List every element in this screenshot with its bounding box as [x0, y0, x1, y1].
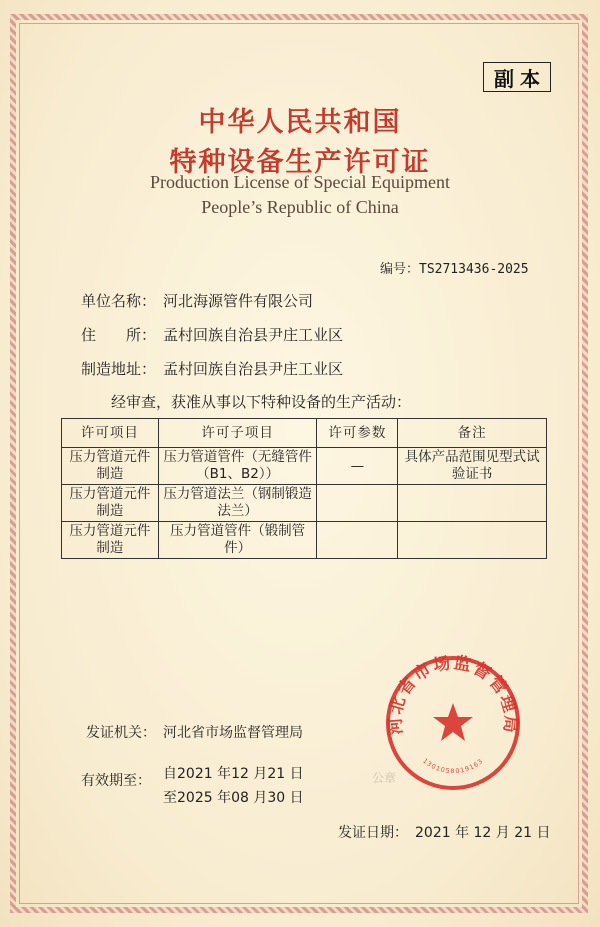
- cell-item: 压力管道元件制造: [62, 522, 159, 559]
- title-cn-line2: 特种设备生产许可证: [169, 147, 431, 178]
- valid-to: 至2025 年08 月30 日: [163, 790, 304, 806]
- license-number: 编号：TS2713436-2025: [380, 262, 529, 277]
- approval-statement: 经审查，获准从事以下特种设备的生产活动：: [111, 393, 412, 411]
- field-value: 河北海源管件有限公司: [163, 292, 314, 310]
- svg-text:1301058019163: 1301058019163: [421, 756, 485, 776]
- table-row: [62, 448, 547, 485]
- cell-subitem: 压力管道法兰（钢制锻造法兰）: [158, 485, 317, 522]
- field-value: 孟村回族自治县尹庄工业区: [163, 360, 344, 378]
- permit-table: [61, 418, 547, 559]
- title-en-line1: Production License of Special Equipment: [150, 172, 450, 192]
- issuing-authority: 发证机关： 河北省市场监督管理局: [86, 725, 303, 741]
- svg-text:河北省市场监督管理局: 河北省市场监督管理局: [385, 653, 521, 736]
- watermark-text: 公章: [372, 771, 397, 785]
- cell-subitem: 压力管道管件（锻制管件）: [158, 522, 317, 559]
- issue-date: 发证日期： 2021 年 12 月 21 日: [338, 825, 551, 841]
- header-subitem: 许可子项目: [158, 419, 317, 448]
- cell-parameter: —: [317, 448, 398, 485]
- validity-label: 有效期至：: [81, 773, 151, 789]
- header-parameter: 许可参数: [317, 419, 398, 448]
- cell-subitem: 压力管道管件（无缝管件（B1、B2））: [158, 448, 317, 485]
- field-label: 单位名称：: [81, 292, 157, 310]
- header-note: 备注: [398, 419, 547, 448]
- title-cn-line1: 中华人民共和国: [198, 107, 402, 138]
- valid-from: 自2021 年12 月21 日: [163, 766, 304, 782]
- field-value: 孟村回族自治县尹庄工业区: [163, 326, 344, 344]
- cell-note: [398, 485, 547, 522]
- table-row: [62, 485, 547, 522]
- cell-parameter: [317, 522, 398, 559]
- official-seal: [383, 653, 523, 793]
- title-en-line2: People’s Republic of China: [201, 197, 399, 217]
- cell-note: [398, 522, 547, 559]
- field-label: 住 所：: [81, 326, 157, 344]
- cell-note: 具体产品范围见型式试验证书: [398, 448, 547, 485]
- copy-badge: 副本: [483, 62, 551, 92]
- cell-parameter: [317, 485, 398, 522]
- cell-item: 压力管道元件制造: [62, 448, 159, 485]
- header-item: 许可项目: [62, 419, 159, 448]
- table-header-row: [62, 419, 547, 448]
- field-manufacturing-address: [81, 358, 343, 379]
- field-company-name: [81, 290, 313, 311]
- field-address: [81, 324, 343, 345]
- cell-item: 压力管道元件制造: [62, 485, 159, 522]
- table-row: [62, 522, 547, 559]
- field-label: 制造地址：: [81, 360, 157, 378]
